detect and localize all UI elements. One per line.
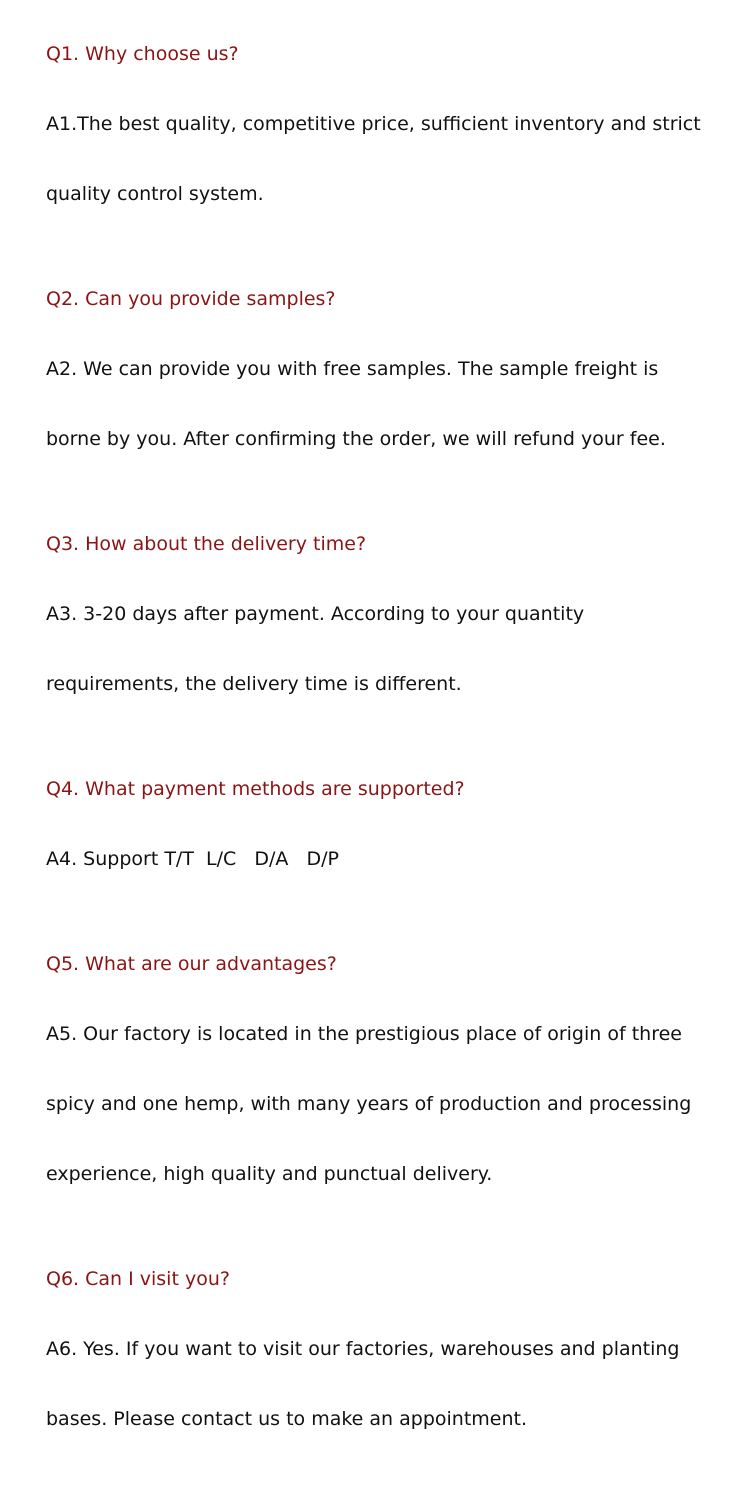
faq-item-6 <box>46 1262 726 1472</box>
faq-question-6: Q6. Can I visit you? <box>46 1268 230 1290</box>
faq-answer-2-line-1: A2. We can provide you with free samples. The sample freight is <box>46 358 659 380</box>
faq-answer-2-line-2: borne by you. After confirming the order, we will refund your fee. <box>46 428 666 450</box>
faq-question-2: Q2. Can you provide samples? <box>46 288 336 310</box>
faq-answer-6-line-1: A6. Yes. If you want to visit our factories, warehouses and planting <box>46 1338 680 1360</box>
faq-answer-2 <box>46 317 726 492</box>
faq-answer-6-line-2: bases. Please contact us to make an appointment. <box>46 1408 528 1430</box>
faq-answer-5-line-2: spicy and one hemp, with many years of production and processing <box>46 1093 692 1115</box>
faq-answer-5-line-3: experience, high quality and punctual delivery. <box>46 1163 493 1185</box>
faq-question-1: Q1. Why choose us? <box>46 43 239 65</box>
faq-item-4 <box>46 772 726 912</box>
faq-answer-1-line-1: A1.The best quality, competitive price, sufficient inventory and strict <box>46 113 701 135</box>
faq-item-5 <box>46 947 726 1227</box>
faq-answer-1 <box>46 72 726 247</box>
faq-item-3 <box>46 527 726 737</box>
faq-answer-6 <box>46 1297 726 1472</box>
faq-question-3: Q3. How about the delivery time? <box>46 533 367 555</box>
faq-answer-5-line-1: A5. Our factory is located in the prestigious place of origin of three <box>46 1023 682 1045</box>
faq-question-5: Q5. What are our advantages? <box>46 953 337 975</box>
faq-answer-3-line-2: requirements, the delivery time is different. <box>46 673 462 695</box>
faq-item-2 <box>46 282 726 492</box>
faq-answer-3 <box>46 562 726 737</box>
faq-answer-4-line-1: A4. Support T/T L/C D/A D/P <box>46 848 340 870</box>
faq-answer-3-line-1: A3. 3-20 days after payment. According to your quantity <box>46 603 585 625</box>
faq-answer-4 <box>46 807 726 912</box>
faq-answer-5 <box>46 982 726 1227</box>
faq-answer-1-line-2: quality control system. <box>46 183 264 205</box>
faq-list <box>46 37 726 1507</box>
faq-question-4: Q4. What payment methods are supported? <box>46 778 465 800</box>
faq-item-1 <box>46 37 726 247</box>
